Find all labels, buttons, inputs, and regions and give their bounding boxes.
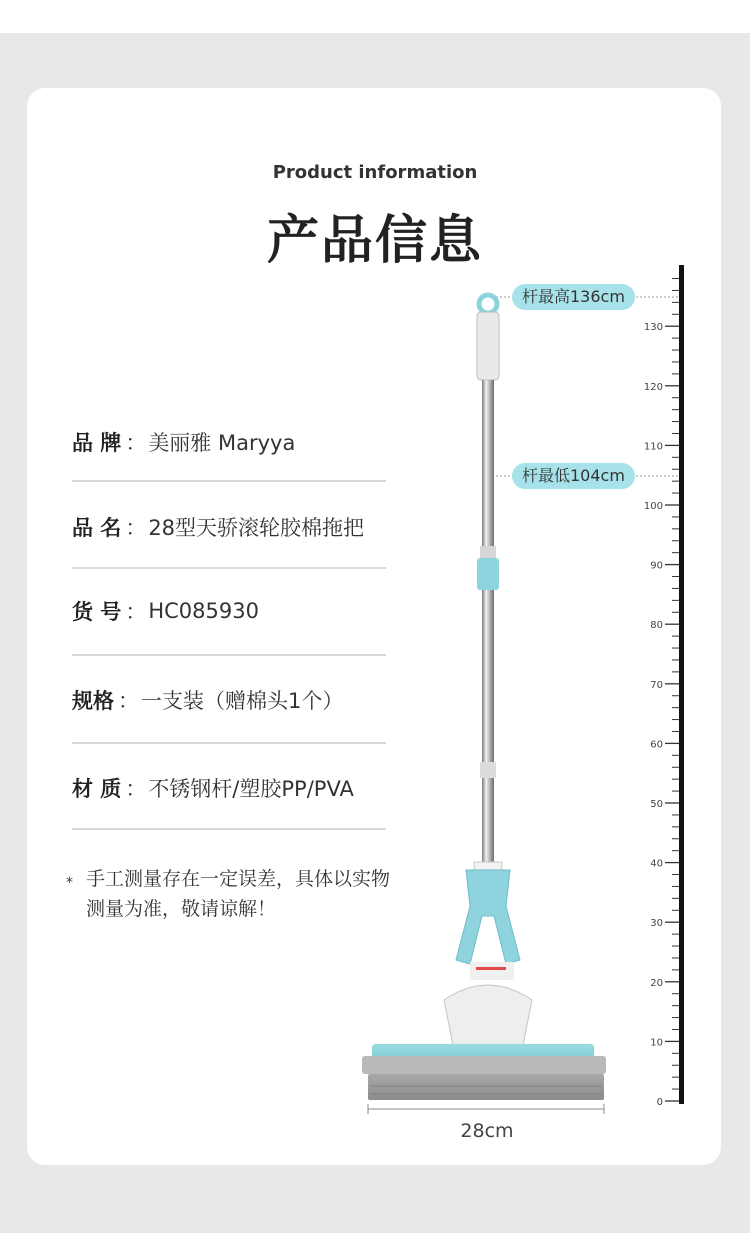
lower-pole: [482, 778, 494, 868]
ruler-tick-label: 60: [650, 739, 663, 751]
spec-value: HC085930: [148, 599, 259, 623]
ruler-tick-label: 40: [650, 858, 663, 870]
note-line-1: 手工测量存在一定误差，具体以实物: [86, 868, 391, 890]
mop-handle: [477, 295, 499, 868]
mop-head-cover: [444, 985, 532, 1050]
ruler-tick-label: 80: [650, 620, 663, 632]
ruler: [644, 265, 684, 1108]
spec-label: 材 质: [72, 777, 122, 801]
upper-pole: [482, 380, 494, 550]
ruler-tick-label: 110: [643, 441, 663, 453]
ruler-tick-label: 10: [650, 1037, 663, 1049]
spec-separator: ：: [125, 516, 147, 540]
spec-label: 规格: [72, 689, 114, 713]
wringer-arm: [456, 870, 520, 964]
ruler-tick-label: 120: [643, 381, 663, 393]
ruler-labels: [644, 322, 663, 1108]
head-frame: [362, 1056, 606, 1074]
spec-label: 货 号: [72, 600, 122, 624]
handle-grip: [477, 312, 499, 380]
ruler-tick-label: 20: [650, 977, 663, 989]
spec-separator: ：: [125, 777, 147, 801]
ruler-tick-label: 100: [643, 501, 663, 512]
note-asterisk: *: [66, 875, 73, 891]
collar-top: [480, 546, 496, 560]
mop-label-sticker: [470, 962, 514, 980]
spec-separator: ：: [118, 689, 139, 713]
section-title: 产品信息: [266, 211, 483, 271]
hang-loop: [479, 295, 497, 313]
note-line-2: 测量为准，敬请谅解！: [86, 898, 277, 920]
ruler-tick-label: 130: [643, 322, 663, 334]
min-height-tag: 杆最低104cm: [512, 463, 635, 489]
ruler-tick-label: 70: [650, 679, 663, 691]
sticker-stripe: [476, 967, 506, 970]
ruler-tick-label: 50: [650, 799, 663, 810]
section-subtitle: Product information: [272, 162, 478, 183]
spec-value: 美丽雅 Maryya: [148, 431, 296, 455]
lower-collar: [480, 762, 496, 778]
lock-collar: [477, 558, 499, 590]
wringer: [444, 862, 532, 1050]
mop-head: [362, 1044, 606, 1100]
spec-separator: ：: [125, 431, 147, 455]
sponge-base: [368, 1074, 604, 1100]
width-label: 28cm: [460, 1120, 514, 1142]
spec-value: 28型天骄滚轮胶棉拖把: [148, 516, 365, 540]
spec-value: 不锈钢杆/塑胶PP/PVA: [148, 777, 354, 801]
ruler-tick-label: 0: [656, 1097, 663, 1108]
spec-separator: ：: [125, 600, 147, 624]
ruler-tick-label: 90: [650, 560, 663, 572]
spec-label: 品 名: [72, 516, 122, 540]
ruler-bar: [679, 265, 684, 1104]
max-height-tag: 杆最高136cm: [512, 284, 635, 310]
middle-pole: [482, 590, 494, 765]
width-measure: [368, 1104, 604, 1114]
spec-label: 品 牌: [72, 431, 122, 455]
spec-value: 一支装（赠棉头1个）: [141, 689, 344, 713]
ruler-ticks: [665, 279, 679, 1101]
ruler-tick-label: 30: [650, 918, 663, 930]
